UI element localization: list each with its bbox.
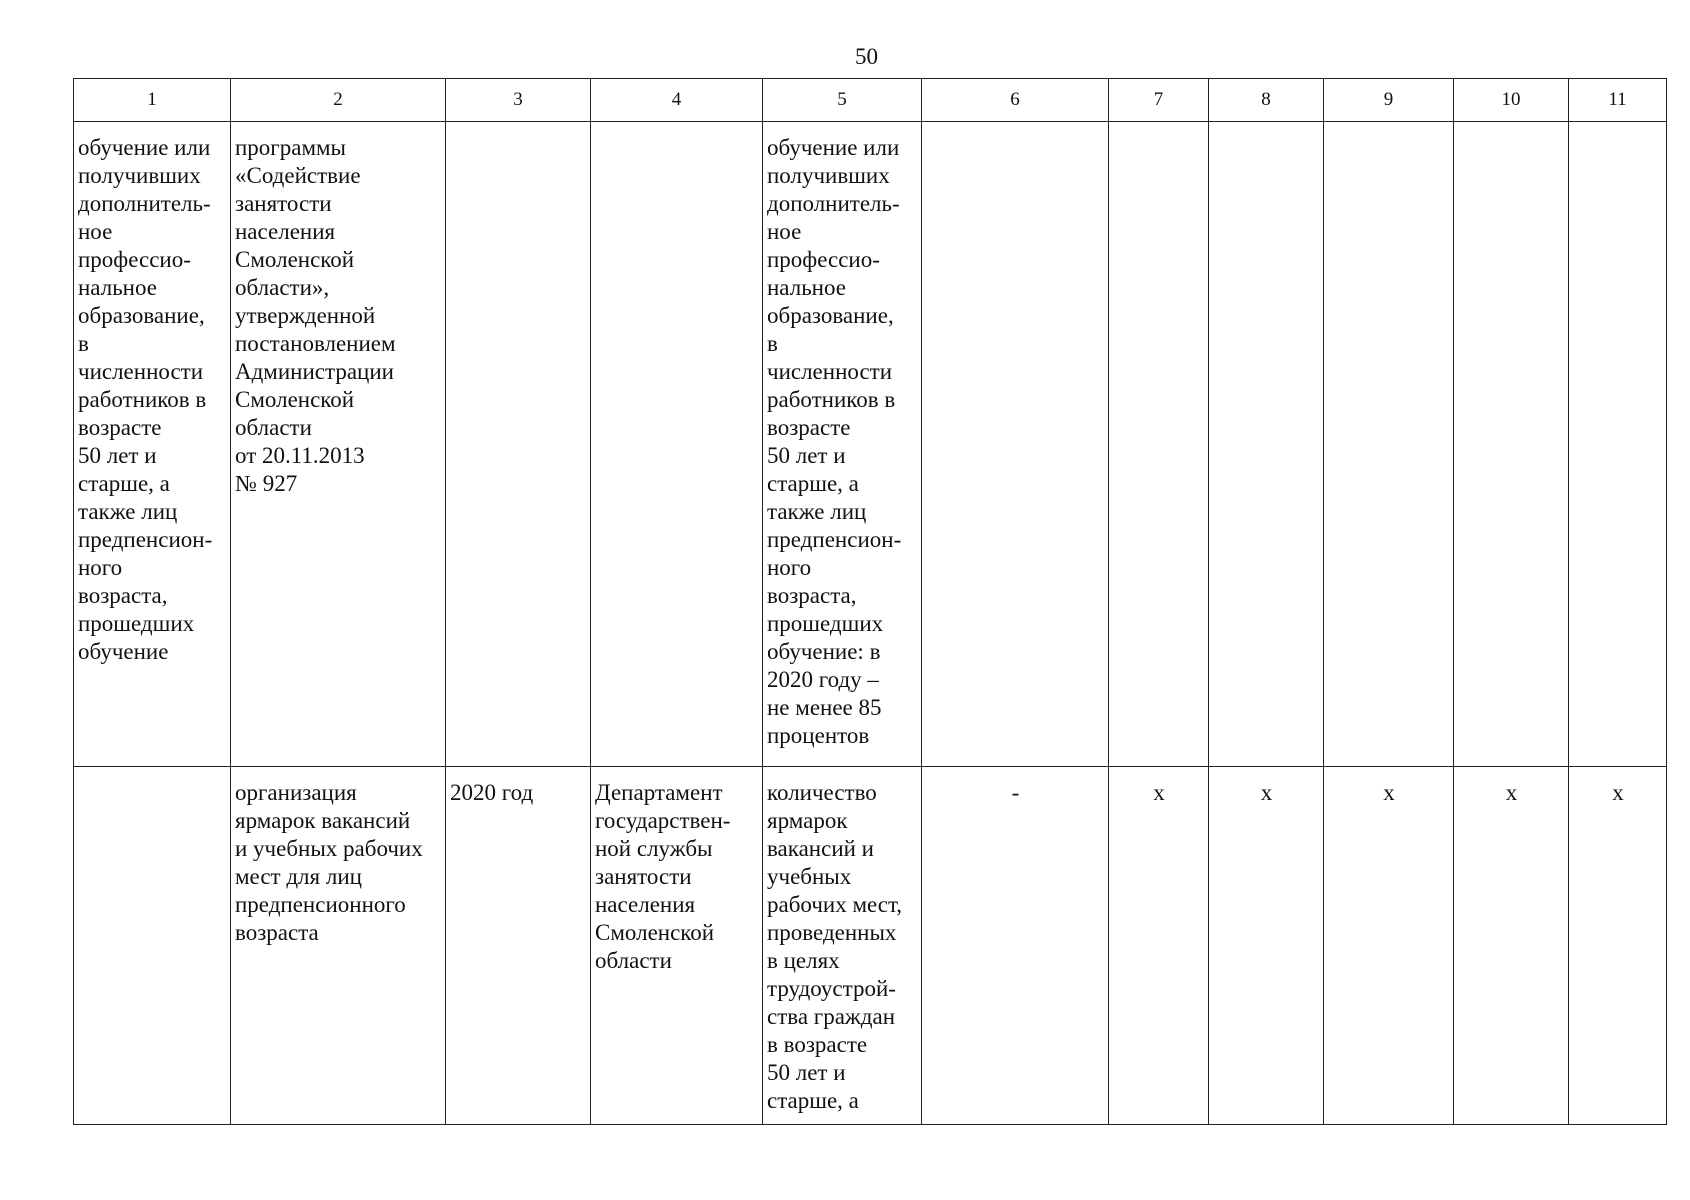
table-cell bbox=[1109, 122, 1209, 767]
column-number-row bbox=[74, 79, 1667, 122]
table-cell bbox=[74, 767, 231, 1125]
table-row bbox=[74, 122, 1667, 767]
table-cell: - bbox=[922, 767, 1109, 1125]
page-number: 50 bbox=[855, 44, 878, 69]
table-cell: х bbox=[1209, 767, 1324, 1125]
column-header-2: 2 bbox=[231, 79, 446, 122]
document-table bbox=[73, 78, 1667, 1125]
table-cell bbox=[1324, 122, 1454, 767]
column-header-6: 6 bbox=[922, 79, 1109, 122]
table-cell bbox=[446, 122, 591, 767]
column-header-5: 5 bbox=[763, 79, 922, 122]
table-cell: х bbox=[1569, 767, 1667, 1125]
table-cell: х bbox=[1109, 767, 1209, 1125]
column-header-9: 9 bbox=[1324, 79, 1454, 122]
column-header-4: 4 bbox=[591, 79, 763, 122]
table-cell: количество ярмарок вакансий и учебных рабочих мест, проведенных в целях трудоустрой- ства граждан в возрасте 50 лет и старше, а bbox=[763, 767, 922, 1125]
table-cell bbox=[591, 122, 763, 767]
column-header-8: 8 bbox=[1209, 79, 1324, 122]
table-cell: программы «Содействие занятости населения Смоленской области», утвержденной постановлением Администрации Смоленской области от 20.11.2013 № 927 bbox=[231, 122, 446, 767]
table-cell: х bbox=[1454, 767, 1569, 1125]
column-header-11: 11 bbox=[1569, 79, 1667, 122]
table-cell: организация ярмарок вакансий и учебных рабочих мест для лиц предпенсионного возраста bbox=[231, 767, 446, 1125]
table-cell bbox=[1209, 122, 1324, 767]
table-cell bbox=[1454, 122, 1569, 767]
table-cell: 2020 год bbox=[446, 767, 591, 1125]
column-header-3: 3 bbox=[446, 79, 591, 122]
table-row bbox=[74, 767, 1667, 1125]
column-header-10: 10 bbox=[1454, 79, 1569, 122]
table-cell bbox=[1569, 122, 1667, 767]
table-cell: Департамент государствен- ной службы занятости населения Смоленской области bbox=[591, 767, 763, 1125]
column-header-7: 7 bbox=[1109, 79, 1209, 122]
table-cell: х bbox=[1324, 767, 1454, 1125]
table-cell: обучение или получивших дополнитель- ное профессио- нальное образование, в численности работников в возрасте 50 лет и старше, а также лиц предпенсион- ного возраста, прошедших обучение bbox=[74, 122, 231, 767]
column-header-1: 1 bbox=[74, 79, 231, 122]
table-cell: обучение или получивших дополнитель- ное профессио- нальное образование, в численности работников в возрасте 50 лет и старше, а также лиц предпенсион- ного возраста, прошедших обучение: в 2020 году – не менее 85 процентов bbox=[763, 122, 922, 767]
table-cell bbox=[922, 122, 1109, 767]
